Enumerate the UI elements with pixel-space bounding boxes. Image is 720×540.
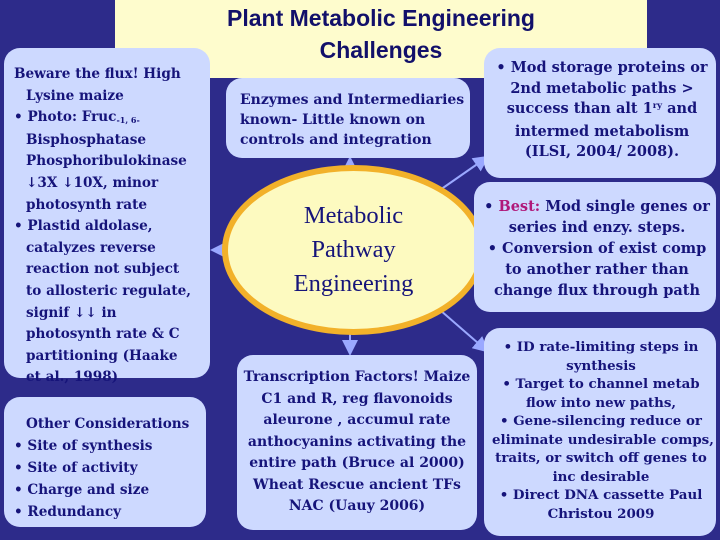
box-transcription-factors [237, 355, 477, 530]
text-line: • Target to channel metab [502, 376, 700, 392]
best-label: Best: [498, 198, 541, 215]
text-line: 2nd metabolic paths > [510, 79, 694, 97]
box-best-approach [474, 182, 716, 312]
subscript: -1, 6- [116, 115, 140, 126]
text-line: • ID rate-limiting steps in [503, 339, 699, 355]
text-line: to allosteric regulate, [26, 282, 192, 299]
text-line: • Direct DNA cassette Paul [499, 487, 703, 503]
text-line: Christou 2009 [547, 505, 655, 522]
text-line: partitioning (Haake [26, 347, 178, 364]
text-line: NAC (Uauy 2006) [288, 498, 426, 514]
text-line: reaction not subject [26, 261, 180, 278]
text-line: and [662, 100, 698, 117]
text-line: traits, or switch off genes to [495, 450, 707, 466]
center-label [228, 171, 479, 329]
text-line: et al., 1998) [26, 369, 119, 386]
text-line: intermed metabolism [514, 122, 690, 140]
text-line: Phosphoribulokinase [26, 153, 187, 170]
text-line: flow into new paths, [525, 394, 677, 411]
text-line: Enzymes and Intermediaries [240, 92, 465, 108]
text-line: signif ↓↓ in [26, 304, 117, 321]
text-line: Bisphosphatase [26, 131, 147, 148]
text-line: Mod single genes or [540, 198, 710, 215]
text-line: series ind enzy. steps. [508, 219, 686, 236]
box-rate-limiting [484, 328, 716, 536]
text-line: Beware the flux! High [14, 66, 181, 82]
text-line: known- Little known on [240, 112, 426, 128]
title-line-1: Plant Metabolic Engineering [227, 5, 535, 31]
list-item: • Charge and size [14, 482, 150, 498]
text-line: catalyzes reverse [26, 239, 156, 256]
text-line: synthesis [566, 357, 636, 374]
arrow-to-right-bottom [440, 310, 486, 350]
text-line: Lysine maize [26, 87, 124, 104]
box-storage-proteins [484, 48, 716, 178]
list-item: • Site of synthesis [14, 438, 153, 454]
text-line: (ILSI, 2004/ 2008). [524, 143, 680, 160]
text-line: controls and integration [240, 132, 432, 148]
text-line: change flux through path [493, 282, 701, 299]
box-other-considerations [4, 397, 206, 527]
text-line: photosynth rate [26, 196, 148, 213]
text-line: photosynth rate & C [26, 326, 180, 343]
superscript: ry [652, 101, 663, 111]
text-line: entire path (Bruce al 2000) [249, 455, 465, 471]
list-item: • Redundancy [14, 504, 122, 520]
box-flux-warning [4, 48, 210, 386]
box-enzymes [226, 78, 470, 158]
center-ellipse [222, 165, 485, 335]
text-line: success than alt 1 [506, 100, 653, 117]
text-line: Wheat Rescue ancient TFs [253, 476, 461, 493]
text-line: anthocyanins activating the [247, 433, 467, 450]
text-line: C1 and R, reg flavonoids [261, 390, 453, 407]
text-line: inc desirable [552, 468, 650, 485]
text-line: • Conversion of exist comp [487, 240, 707, 257]
text-line: to another rather than [505, 261, 689, 278]
text-line: • Mod storage proteins or [496, 59, 708, 76]
text-line: ↓3X ↓10X, minor [26, 174, 159, 191]
text-line: Photo: Fruc [27, 109, 117, 126]
center-line-2: Pathway [311, 236, 396, 263]
center-line-3: Engineering [293, 270, 414, 297]
list-item: • Site of activity [14, 460, 138, 476]
bullet: • [14, 109, 23, 126]
box-header: Other Considerations [26, 416, 190, 432]
text-line: aleurone , accumul rate [263, 412, 451, 428]
text-line: • Gene-silencing reduce or [500, 413, 702, 429]
center-line-1: Metabolic [303, 202, 404, 229]
text-line: • Plastid aldolase, [14, 218, 153, 235]
title-line-2: Challenges [319, 37, 443, 63]
text-line: Transcription Factors! Maize [243, 369, 471, 385]
text-line: eliminate undesirable comps, [492, 431, 714, 448]
bullet: • [484, 198, 499, 215]
